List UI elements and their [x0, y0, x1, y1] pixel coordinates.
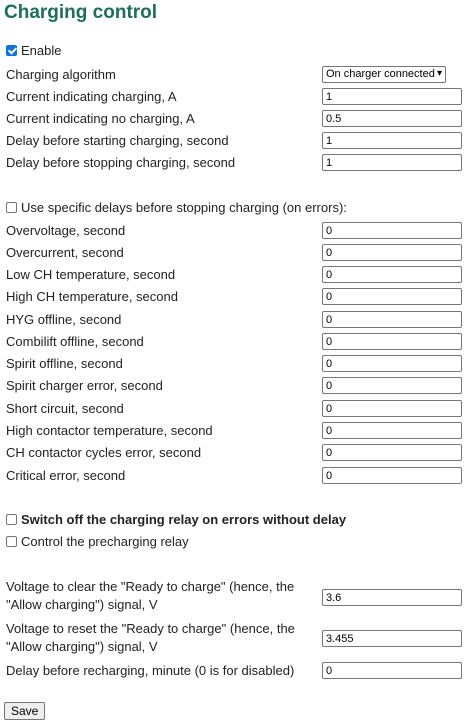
delay-start-input[interactable]: [322, 132, 462, 149]
field-label: Critical error, second: [6, 468, 126, 483]
current-charging-input[interactable]: [322, 88, 462, 105]
field-label: Spirit charger error, second: [6, 378, 163, 393]
specific-delays-label: Use specific delays before stopping charging (on errors):: [21, 200, 347, 215]
field-label: Overvoltage, second: [6, 223, 126, 238]
field-label: Combilift offline, second: [6, 334, 144, 349]
field-label: Current indicating charging, A: [6, 89, 177, 104]
spirit-offline-input[interactable]: [322, 355, 462, 372]
field-label: CH contactor cycles error, second: [6, 445, 202, 460]
error-field-row: [6, 310, 463, 330]
recharge-delay-row: [6, 661, 463, 681]
error-field-row: [6, 399, 463, 419]
voltage-reset-row: [6, 620, 463, 656]
precharge-checkbox[interactable]: [6, 536, 17, 547]
error-field-row: [6, 265, 463, 285]
enable-checkbox[interactable]: [6, 45, 17, 56]
page-title: Charging control: [4, 2, 158, 23]
combilift-offline-input[interactable]: [322, 333, 462, 350]
enable-label: Enable: [21, 43, 62, 58]
voltage-clear-input[interactable]: [322, 589, 462, 606]
error-field-row: [6, 221, 463, 241]
delay-start-row: [6, 131, 463, 151]
ch-contactor-cycles-input[interactable]: [322, 444, 462, 461]
error-field-row: [6, 354, 463, 374]
error-field-row: [6, 376, 463, 396]
critical-error-input[interactable]: [322, 467, 462, 484]
switch-off-label: Switch off the charging relay on errors without delay: [21, 512, 347, 527]
switch-off-row[interactable]: [6, 511, 463, 531]
short-circuit-input[interactable]: [322, 400, 462, 417]
specific-delays-checkbox[interactable]: [6, 202, 17, 213]
field-label: Voltage to clear the "Ready to charge" (hence, the "Allow charging") signal, V: [6, 579, 295, 612]
switch-off-checkbox[interactable]: [6, 514, 17, 525]
current-no-charging-input[interactable]: [322, 110, 462, 127]
hyg-offline-input[interactable]: [322, 311, 462, 328]
field-label: Low CH temperature, second: [6, 267, 176, 282]
field-label: Overcurrent, second: [6, 245, 124, 260]
save-button[interactable]: Save: [4, 702, 45, 720]
chevron-down-icon: ▾: [436, 68, 442, 79]
high-ch-temp-input[interactable]: [322, 288, 462, 305]
enable-row[interactable]: [6, 42, 463, 62]
charging-algorithm-select[interactable]: [322, 66, 446, 83]
field-label: Current indicating no charging, A: [6, 111, 195, 126]
voltage-clear-row: [6, 578, 463, 614]
field-label: Delay before starting charging, second: [6, 133, 229, 148]
field-label: Charging algorithm: [6, 67, 116, 82]
field-label: Voltage to reset the "Ready to charge" (hence, the "Allow charging") signal, V: [6, 621, 295, 654]
high-contactor-temp-input[interactable]: [322, 422, 462, 439]
field-label: Delay before recharging, minute (0 is for disabled): [6, 663, 295, 678]
field-label: Spirit offline, second: [6, 356, 123, 371]
error-field-row: [6, 243, 463, 263]
error-field-row: [6, 421, 463, 441]
field-label: High contactor temperature, second: [6, 423, 213, 438]
select-value: On charger connected: [326, 68, 435, 80]
recharge-delay-input[interactable]: [322, 662, 462, 679]
charging-algorithm-row: [6, 65, 463, 85]
error-field-row: [6, 466, 463, 486]
error-field-row: [6, 443, 463, 463]
current-charging-row: [6, 87, 463, 107]
spirit-charger-error-input[interactable]: [322, 377, 462, 394]
overcurrent-input[interactable]: [322, 244, 462, 261]
current-no-charging-row: [6, 109, 463, 129]
delay-stop-row: [6, 153, 463, 173]
precharge-row[interactable]: [6, 533, 463, 553]
error-field-row: [6, 332, 463, 352]
precharge-label: Control the precharging relay: [21, 534, 189, 549]
voltage-reset-input[interactable]: [322, 630, 462, 647]
field-label: HYG offline, second: [6, 312, 122, 327]
field-label: Short circuit, second: [6, 401, 124, 416]
specific-delays-row[interactable]: [6, 199, 463, 219]
field-label: High CH temperature, second: [6, 289, 178, 304]
low-ch-temp-input[interactable]: [322, 266, 462, 283]
overvoltage-input[interactable]: [322, 222, 462, 239]
error-field-row: [6, 287, 463, 307]
delay-stop-input[interactable]: [322, 154, 462, 171]
field-label: Delay before stopping charging, second: [6, 155, 236, 170]
